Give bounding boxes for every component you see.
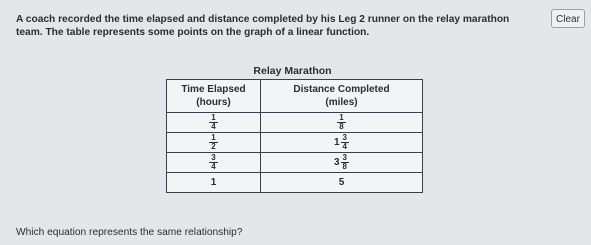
time-fraction bbox=[209, 114, 217, 131]
mixed-whole-part: 1 bbox=[333, 137, 340, 148]
table-row bbox=[167, 173, 423, 193]
mixed-whole-part: 3 bbox=[333, 157, 340, 168]
fraction-numerator: 1 bbox=[339, 113, 344, 122]
distance-fraction bbox=[341, 154, 349, 171]
distance-cell bbox=[261, 133, 423, 153]
fraction-denominator: 4 bbox=[211, 162, 216, 171]
table-title: Relay Marathon bbox=[253, 65, 332, 77]
fraction-denominator: 8 bbox=[342, 162, 347, 171]
header-distance-line1: Distance Completed bbox=[293, 84, 390, 95]
clear-button[interactable]: Clear bbox=[551, 9, 585, 28]
distance-cell bbox=[261, 113, 423, 133]
problem-prompt: A coach recorded the time elapsed and distance completed by his Leg 2 runner on the relay marathon team. The table represents some points on the graph of a linear function. bbox=[16, 14, 510, 38]
question-text: Which equation represents the same relationship? bbox=[16, 227, 243, 238]
time-cell bbox=[167, 153, 261, 173]
distance-cell bbox=[261, 153, 423, 173]
relay-marathon-table bbox=[166, 79, 423, 193]
distance-mixed-number bbox=[334, 134, 349, 151]
fraction-numerator: 3 bbox=[342, 153, 347, 162]
distance-mixed-number bbox=[334, 154, 349, 171]
header-time-line2: (hours) bbox=[196, 97, 231, 108]
table-row bbox=[167, 113, 423, 133]
time-cell bbox=[167, 173, 261, 193]
distance-fraction bbox=[341, 134, 349, 151]
fraction-denominator: 2 bbox=[211, 142, 216, 151]
distance-fraction bbox=[337, 114, 345, 131]
header-distance-line2: (miles) bbox=[325, 97, 358, 108]
table-row bbox=[167, 153, 423, 173]
time-fraction bbox=[209, 154, 217, 171]
distance-cell bbox=[261, 173, 423, 193]
distance-whole-value: 5 bbox=[338, 177, 345, 188]
fraction-numerator: 3 bbox=[211, 153, 216, 162]
header-time-line1: Time Elapsed bbox=[181, 84, 246, 95]
fraction-denominator: 8 bbox=[339, 122, 344, 131]
time-cell bbox=[167, 113, 261, 133]
header-distance-completed bbox=[261, 80, 423, 113]
fraction-denominator: 4 bbox=[342, 142, 347, 151]
fraction-numerator: 3 bbox=[342, 133, 347, 142]
time-cell bbox=[167, 133, 261, 153]
table-row bbox=[167, 133, 423, 153]
time-whole-value: 1 bbox=[210, 177, 217, 188]
table-header-row bbox=[167, 80, 423, 113]
fraction-numerator: 1 bbox=[211, 113, 216, 122]
fraction-numerator: 1 bbox=[211, 133, 216, 142]
header-time-elapsed bbox=[167, 80, 261, 113]
time-fraction bbox=[209, 134, 217, 151]
fraction-denominator: 4 bbox=[211, 122, 216, 131]
